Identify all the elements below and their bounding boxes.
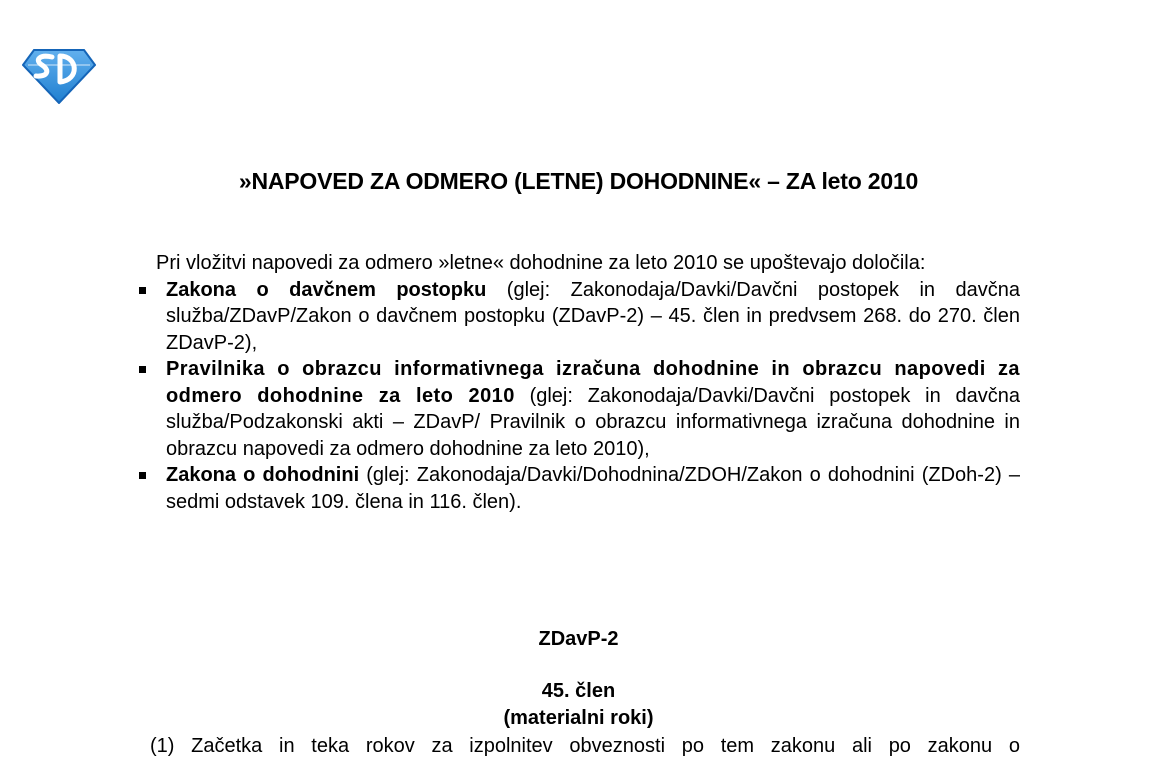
list-item (138, 356, 1020, 462)
article-subtitle: (materialni roki) (503, 707, 654, 729)
reference-law-name: Zakona o dohodnini (166, 464, 360, 486)
logo-icon (22, 48, 96, 104)
list-item (138, 277, 1020, 357)
reference-list (138, 277, 1020, 516)
square-bullet-icon (139, 287, 146, 294)
square-bullet-icon (139, 366, 146, 373)
document-body (138, 250, 1020, 515)
article-paragraph: (1) Začetka in teka rokov za izpolnitev obveznosti po tem zakonu ali po zakonu o (150, 735, 1020, 757)
list-item (138, 462, 1020, 515)
reference-law-name: Pravilnika o obrazcu informativnega izračuna dohodnine in obrazcu napovedi za odmero dohodnine za leto 2010 (166, 358, 1020, 407)
intro-paragraph: Pri vložitvi napovedi za odmero »letne« dohodnine za leto 2010 se upoštevajo določila: (156, 252, 926, 274)
reference-text: (glej: Zakonodaja/Davki/Davčni postopek in davčna služba/Podzakonski akti – ZDavP/ Pravilnik o obrazcu informativnega izračuna dohodnine in obrazcu napovedi za odmero dohodnine za leto 2010), (166, 384, 1020, 460)
law-code-heading: ZDavP-2 (538, 628, 619, 650)
reference-text: (glej: Zakonodaja/Davki/Davčni postopek in davčna služba/ZDavP/Zakon o davčnem postopku (ZDavP-2) – 45. člen in predvsem 268. do 270. člen ZDavP-2), (166, 278, 1020, 354)
page-title: »NAPOVED ZA ODMERO (LETNE) DOHODNINE« – ZA leto 2010 (238, 168, 919, 194)
reference-law-name: Zakona o davčnem postopku (166, 278, 487, 301)
article-number-heading: 45. člen (541, 680, 616, 702)
square-bullet-icon (139, 472, 146, 479)
reference-text: (glej: Zakonodaja/Davki/Dohodnina/ZDOH/Zakon o dohodnini (ZDoh-2) – sedmi odstavek 109. člena in 116. člen). (166, 464, 1020, 513)
